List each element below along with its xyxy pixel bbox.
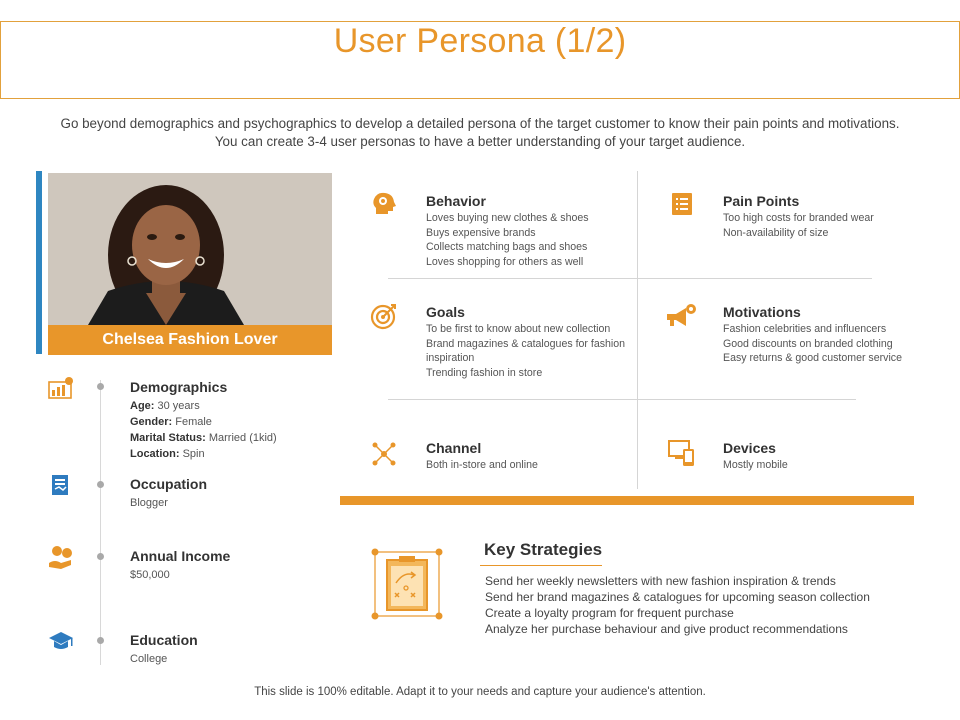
behavior-line: Loves shopping for others as well	[426, 255, 584, 268]
income-block	[130, 548, 350, 583]
brain-head-icon	[370, 190, 398, 218]
education-heading: Education	[130, 632, 198, 648]
timeline-dot	[97, 553, 104, 560]
strategy-item: Analyze her purchase behaviour and give product recommendations	[485, 622, 848, 636]
occupation-value: Blogger	[130, 497, 168, 509]
motivations-line: Fashion celebrities and influencers	[723, 323, 887, 335]
behavior-cell	[426, 193, 636, 269]
education-block	[130, 632, 350, 667]
location-line	[130, 446, 350, 462]
persona-accent-bar	[36, 171, 42, 354]
persona-photo	[48, 173, 332, 325]
goals-cell	[426, 304, 636, 380]
goals-heading: Goals	[426, 304, 465, 320]
strategy-item: Send her brand magazines & catalogues for upcoming season collection	[485, 590, 870, 604]
pain-points-line: Non-availability of size	[723, 226, 829, 239]
footer-note: This slide is 100% editable. Adapt it to your needs and capture your audience's attention.	[254, 686, 706, 698]
age-value: 30 years	[157, 400, 200, 412]
channel-cell	[426, 440, 636, 473]
income-heading: Annual Income	[130, 548, 231, 564]
goals-line: Trending fashion in store	[426, 366, 543, 379]
pain-points-cell	[723, 193, 933, 240]
marital-line	[130, 430, 350, 446]
timeline-dot	[97, 383, 104, 390]
timeline-dot	[97, 481, 104, 488]
key-strategies-heading: Key Strategies	[484, 540, 603, 559]
devices-heading: Devices	[723, 440, 776, 456]
pain-points-heading: Pain Points	[723, 193, 800, 209]
gender-label: Gender:	[130, 416, 173, 428]
key-strategies-list	[485, 573, 915, 637]
grid-divider-2	[388, 399, 856, 400]
section-divider	[340, 496, 914, 505]
demographics-icon	[47, 376, 75, 404]
list-icon	[668, 190, 696, 218]
intro-line-2: You can create 3-4 user personas to have a better understanding of your target audience.	[214, 134, 746, 149]
devices-cell	[723, 440, 933, 473]
behavior-line: Loves buying new clothes & shoes	[426, 212, 589, 224]
channel-heading: Channel	[426, 440, 482, 456]
gender-line	[130, 414, 350, 430]
motivations-cell	[723, 304, 933, 366]
income-icon	[47, 543, 75, 571]
behavior-heading: Behavior	[426, 193, 486, 209]
demographics-heading: Demographics	[130, 379, 228, 395]
location-label: Location:	[130, 448, 180, 460]
location-value: Spin	[182, 448, 205, 460]
intro-line-1: Go beyond demographics and psychographics to develop a detailed persona of the target customer to know their pain points and motivations.	[60, 116, 900, 131]
target-icon	[370, 302, 398, 330]
strategy-clipboard-icon	[366, 543, 448, 625]
grid-divider-1	[388, 278, 872, 279]
education-value: College	[130, 653, 168, 665]
channel-line: Both in-store and online	[426, 459, 538, 471]
page-title: User Persona (1/2)	[333, 22, 627, 60]
goals-line: Brand magazines & catalogues for fashion	[426, 337, 626, 350]
gender-value: Female	[175, 416, 212, 428]
occupation-heading: Occupation	[130, 476, 208, 492]
behavior-line: Collects matching bags and shoes	[426, 241, 588, 253]
motivations-line: Easy returns & good customer service	[723, 352, 902, 364]
motivations-heading: Motivations	[723, 304, 801, 320]
motivations-line: Good discounts on branded clothing	[723, 337, 893, 350]
occupation-block	[130, 476, 350, 511]
graduation-cap-icon	[47, 627, 75, 655]
persona-name-banner: Chelsea Fashion Lover	[48, 325, 332, 355]
behavior-line: Buys expensive brands	[426, 226, 536, 239]
demographics-block	[130, 379, 350, 462]
profile-timeline	[100, 380, 101, 665]
goals-line: inspiration	[426, 352, 475, 364]
megaphone-icon	[664, 302, 692, 330]
devices-icon	[668, 438, 696, 466]
marital-label: Marital Status:	[130, 432, 206, 444]
goals-line: To be first to know about new collection	[426, 323, 611, 335]
income-value: $50,000	[130, 569, 170, 581]
pain-points-line: Too high costs for branded wear	[723, 212, 874, 224]
strategy-item: Create a loyalty program for frequent purchase	[485, 606, 734, 620]
intro-text	[30, 115, 930, 151]
marital-value: Married (1kid)	[208, 432, 277, 444]
age-line	[130, 398, 350, 414]
strategy-item: Send her weekly newsletters with new fashion inspiration & trends	[485, 574, 836, 588]
network-icon	[370, 440, 398, 468]
timeline-dot	[97, 637, 104, 644]
grid-vertical-divider	[637, 171, 638, 489]
occupation-icon	[47, 472, 75, 500]
key-strategies-underline	[480, 565, 602, 566]
age-label: Age:	[130, 400, 155, 412]
devices-line: Mostly mobile	[723, 459, 788, 471]
